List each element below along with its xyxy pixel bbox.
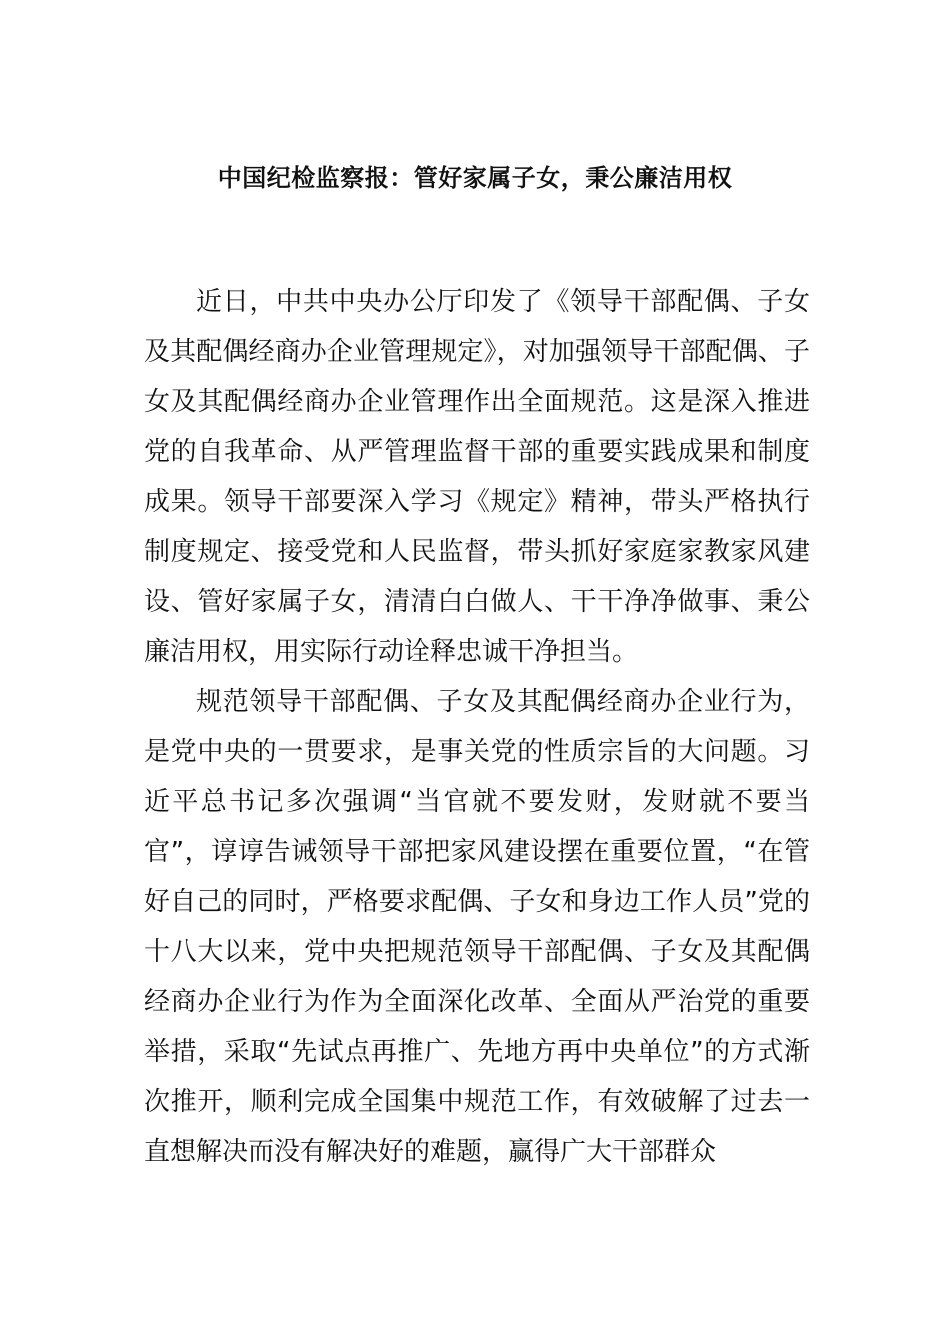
paragraph-2: 规范领导干部配偶、子女及其配偶经商办企业行为，是党中央的一贯要求，是事关党的性质宗旨的大问题。习近平总书记多次强调“当官就不要发财，发财就不要当官”，谆谆告诫领导干部把家风建设摆在重要位置，“在管好自己的同时，严格要求配偶、子女和身边工作人员”党的十八大以来，党中央把规范领导干部配偶、子女及其配偶经商办企业行为作为全面深化改革、全面从严治党的重要举措，采取“先试点再推广、先地方再中央单位”的方式渐次推开，顺利完成全国集中规范工作，有效破解了过去一直想解决而没有解决好的难题，赢得广大干部群众 (144, 687, 810, 1167)
document-body (144, 277, 810, 1177)
document-title: 中国纪检监察报：管好家属子女，秉公廉洁用权 (217, 164, 733, 192)
paragraph-1: 近日，中共中央办公厅印发了《领导干部配偶、子女及其配偶经商办企业管理规定》，对加强领导干部配偶、子女及其配偶经商办企业管理作出全面规范。这是深入推进党的自我革命、从严管理监督干部的重要实践成果和制度成果。领导干部要深入学习《规定》精神，带头严格执行制度规定、接受党和人民监督，带头抓好家庭家教家风建设、管好家属子女，清清白白做人、干干净净做事、秉公廉洁用权，用实际行动诠释忠诚干净担当。 (144, 287, 810, 667)
